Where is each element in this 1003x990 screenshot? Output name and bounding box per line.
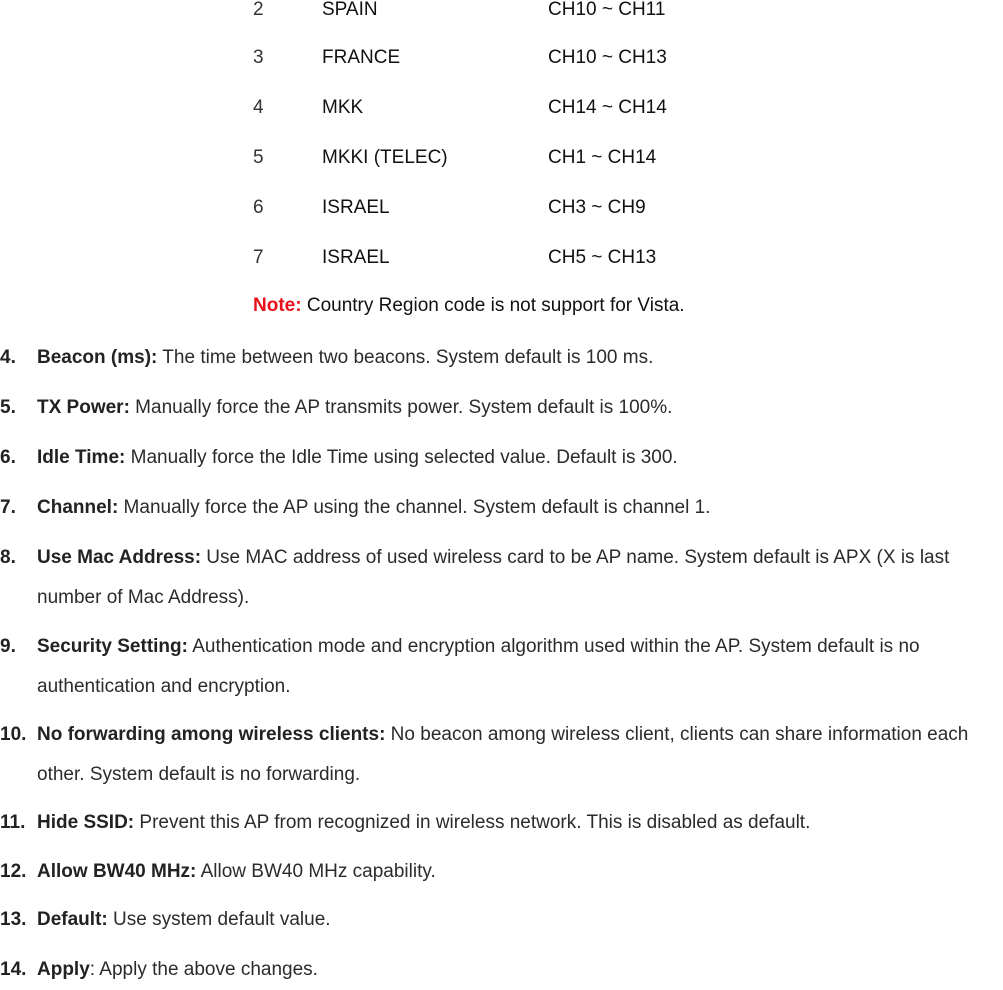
region-name: SPAIN (322, 0, 378, 20)
item-description: Allow BW40 MHz capability. (196, 861, 436, 882)
region-row (0, 0, 1003, 30)
item-description: Use system default value. (107, 909, 331, 930)
item-term: Idle Time: (37, 447, 126, 468)
region-code: 2 (253, 0, 264, 20)
item-description: Authentication mode and encryption algorithm used within the AP. System default is no authentication and encryption. (37, 636, 920, 697)
item-body (37, 338, 1003, 378)
item-term: No forwarding among wireless clients: (37, 724, 386, 745)
channel-range: CH10 ~ CH11 (548, 0, 666, 20)
region-code: 3 (253, 47, 264, 68)
channel-range: CH1 ~ CH14 (548, 147, 657, 168)
item-description: The time between two beacons. System default is 100 ms. (157, 347, 654, 368)
item-number: 7. (0, 497, 16, 518)
note-text: Country Region code is not support for Vista. (301, 295, 685, 316)
item-number: 10. (0, 724, 27, 745)
item-body (37, 900, 1003, 940)
item-body (37, 438, 1003, 478)
item-term: Default: (37, 909, 108, 930)
vista-note (253, 296, 685, 316)
item-body (37, 803, 1003, 843)
item-body (37, 388, 1003, 428)
item-description: Use MAC address of used wireless card to be AP name. System default is APX (X is last number of Mac Address). (37, 547, 950, 608)
item-description: Manually force the AP using the channel. System default is channel 1. (118, 497, 711, 518)
region-name: ISRAEL (322, 247, 390, 268)
item-term: Apply (37, 959, 90, 980)
item-number: 5. (0, 397, 16, 418)
region-code: 7 (253, 247, 264, 268)
item-number: 4. (0, 347, 16, 368)
region-code: 4 (253, 97, 264, 118)
item-body (37, 715, 1003, 795)
item-body (37, 538, 1003, 618)
item-term: Use Mac Address: (37, 547, 202, 568)
region-name: ISRAEL (322, 197, 390, 218)
item-body (37, 852, 1003, 892)
item-term: TX Power: (37, 397, 130, 418)
item-term: Allow BW40 MHz: (37, 861, 197, 882)
region-name: FRANCE (322, 47, 401, 68)
item-number: 12. (0, 861, 27, 882)
item-body (37, 950, 1003, 990)
item-term: Channel: (37, 497, 119, 518)
channel-range: CH5 ~ CH13 (548, 247, 657, 268)
item-body (37, 488, 1003, 528)
item-number: 9. (0, 636, 16, 657)
item-description: Manually force the AP transmits power. System default is 100%. (129, 397, 673, 418)
item-number: 8. (0, 547, 16, 568)
item-number: 6. (0, 447, 16, 468)
item-description: No beacon among wireless client, clients can share information each other. System default is no forwarding. (37, 724, 969, 785)
region-row (0, 48, 1003, 78)
channel-range: CH10 ~ CH13 (548, 47, 667, 68)
item-description: Prevent this AP from recognized in wireless network. This is disabled as default. (134, 812, 811, 833)
region-row (0, 248, 1003, 278)
region-name: MKK (322, 97, 364, 118)
item-number: 13. (0, 909, 27, 930)
region-row (0, 148, 1003, 178)
region-name: MKKI (TELEC) (322, 147, 448, 168)
channel-range: CH14 ~ CH14 (548, 97, 667, 118)
item-term: Beacon (ms): (37, 347, 158, 368)
region-row (0, 98, 1003, 128)
item-number: 14. (0, 959, 27, 980)
item-description: Manually force the Idle Time using selected value. Default is 300. (125, 447, 678, 468)
region-row (0, 198, 1003, 228)
item-number: 11. (0, 812, 26, 833)
region-code: 5 (253, 147, 264, 168)
note-label: Note: (253, 295, 302, 316)
item-term: Hide SSID: (37, 812, 135, 833)
region-code: 6 (253, 197, 264, 218)
item-body (37, 627, 1003, 707)
item-term: Security Setting: (37, 636, 188, 657)
item-description: : Apply the above changes. (89, 959, 318, 980)
channel-range: CH3 ~ CH9 (548, 197, 646, 218)
